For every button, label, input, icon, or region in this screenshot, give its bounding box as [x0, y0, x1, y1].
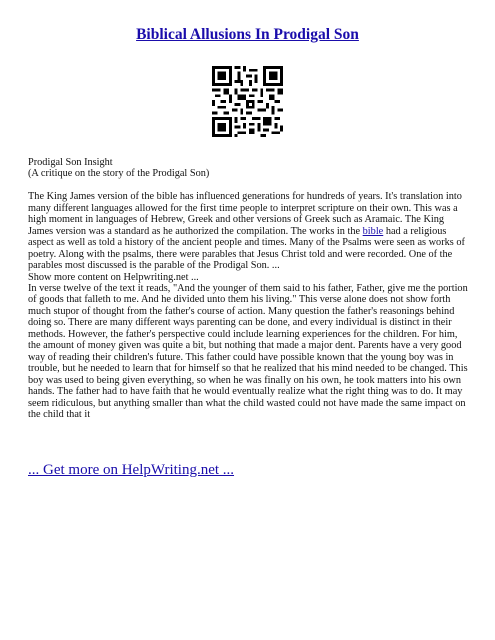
- paragraph-intro-text-b: had a religious aspect as well as told a history of the ancient people and times. Many of the Psalms were seen as works of poetry. Along with the psalms, there were parables that Jesus Christ told and were recorded. One of the parables most discussed is the parable of the Prodigal Son. ...: [28, 225, 465, 272]
- show-more-text: Show more content on Helpwriting.net ...: [28, 271, 199, 283]
- paragraph-main: In verse twelve of the text it reads, "And the younger of them said to his father, Father, give me the portion of goods that falleth to me. And he divided unto them his living." This verse alone does not show forth much stupor of thought from the father's course of action. Many question the father's reasonings behind doing so. There are many different ways parenting can be done, and every individual is distinct in their methods. However, the father's perspective could include learning experiences for the children. For him, the amount of money given was quite a bit, but nothing that made a major dent. Parents have a very good way of reading their children's future. This father could have possible known that the young boy was in trouble, but he needed to learn that for himself so that he realized that his mind needed to be changed. This boy was used to being given everything, so when he was finally on his own, he took matters into his own hands. The father had to have faith that he would eventually realize what the right thing was to do. It may seem ridiculous, but anything smaller than what the child wasted could not have made the same impact on the child that it: [28, 282, 468, 420]
- heading-line-2: (A critique on the story of the Prodigal Son): [28, 168, 210, 180]
- qr-code-icon: [212, 66, 283, 137]
- paragraph-intro: [28, 191, 468, 271]
- bible-link[interactable]: bible: [362, 225, 384, 237]
- document-body: [28, 157, 468, 420]
- paragraph-intro-text-a: The King James version of the bible has influenced generations for hundreds of years. It's translation into many different languages allowed for the first time people to interpret scripture on their own. This was a high moment in languages of Hebrew, Greek and other versions of Greek such as Aramaic. The King James version was a standard as he authorized the compilation. The works in the: [28, 191, 462, 237]
- get-more-link[interactable]: ... Get more on HelpWriting.net ...: [28, 462, 235, 478]
- heading-line-1: Prodigal Son Insight: [28, 157, 113, 168]
- document-title[interactable]: Biblical Allusions In Prodigal Son: [136, 26, 359, 43]
